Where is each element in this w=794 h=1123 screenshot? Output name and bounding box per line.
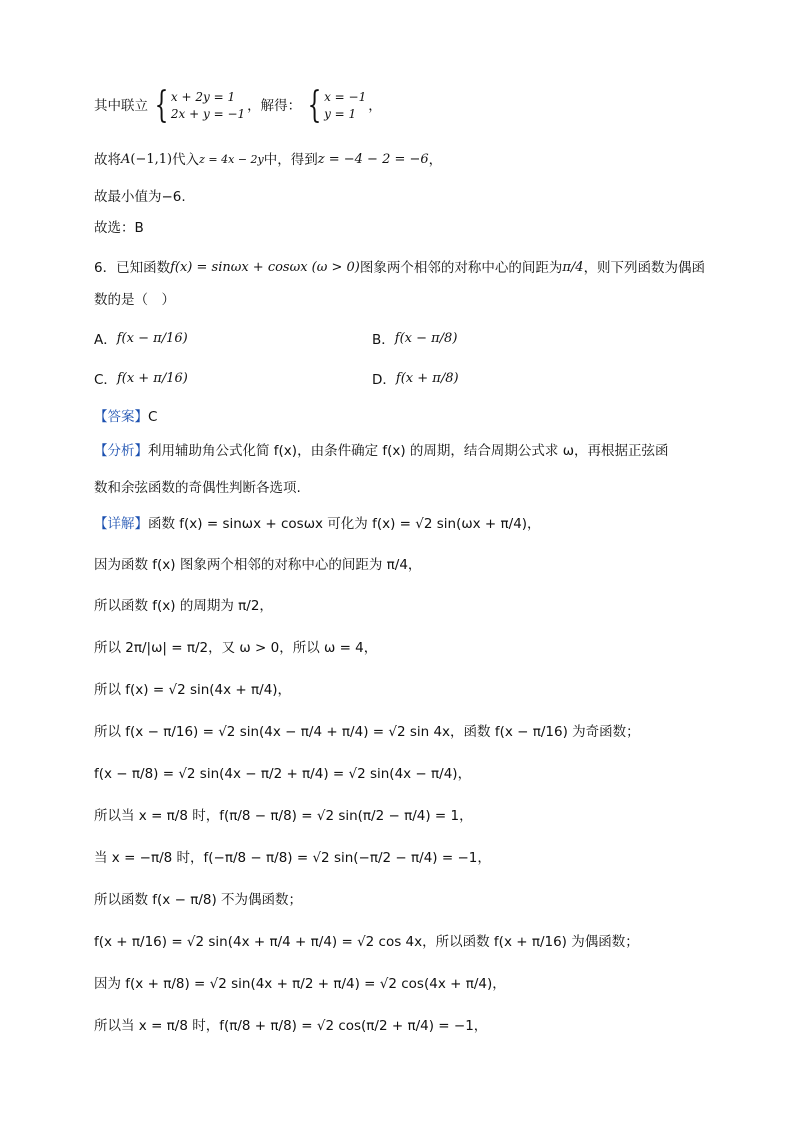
- line-12: 所以函数 f(x) 的周期为 π/2，: [94, 598, 273, 614]
- text: ，: [428, 152, 443, 168]
- detail-text: 函数 f(x) = sinωx + cosωx 可化为 f(x) = √2 sin(ωx + π/4)，: [148, 516, 541, 532]
- equation: 2x + y = −1: [170, 107, 246, 121]
- option-label: C．: [94, 372, 117, 388]
- line-20: f(x + π/16) = √2 sin(4x + π/4 + π/4) = √2 cos 4x，所以函数 f(x + π/16) 为偶函数；: [94, 934, 639, 950]
- line-11: 因为函数 f(x) 图象两个相邻的对称中心的间距为 π/4，: [94, 557, 422, 573]
- text: 故将: [94, 152, 121, 168]
- option-b: [372, 328, 457, 348]
- line-17: 所以当 x = π/8 时，f(π/8 − π/8) = √2 sin(π/2 − π/4) = 1，: [94, 808, 473, 824]
- text: 6．已知函数: [94, 260, 171, 276]
- option-d: [372, 368, 459, 388]
- brace: {: [154, 85, 169, 126]
- line-16: f(x − π/8) = √2 sin(4x − π/2 + π/4) = √2 sin(4x − π/4)，: [94, 766, 472, 782]
- text: 图象两个相邻的对称中心的间距为: [359, 260, 563, 276]
- option-label: A．: [94, 332, 117, 348]
- option-label: B．: [372, 332, 395, 348]
- text: 其中联立: [94, 98, 148, 114]
- analysis-line: [94, 441, 669, 461]
- analysis-heading: 【分析】: [94, 443, 148, 459]
- detail-line: [94, 514, 541, 534]
- line-13: 所以 2π/|ω| = π/2，又 ω > 0，所以 ω = 4，: [94, 640, 378, 656]
- answer-heading: 【答案】: [94, 409, 148, 425]
- option-a: [94, 328, 188, 348]
- math: f(x) = sinωx + cosωx (ω > 0): [170, 260, 360, 275]
- line-3: 故最小值为−6.: [94, 189, 186, 205]
- line-15: 所以 f(x − π/16) = √2 sin(4x − π/4 + π/4) = √2 sin 4x，函数 f(x − π/16) 为奇函数；: [94, 724, 640, 740]
- line-2: [94, 150, 442, 170]
- option-expr: f(x − π/8): [394, 330, 458, 346]
- detail-heading: 【详解】: [94, 516, 148, 532]
- option-expr: f(x − π/16): [116, 330, 188, 346]
- text: 中，得到: [263, 152, 318, 168]
- text: ，解得：: [247, 98, 302, 114]
- equation: x = −1: [324, 90, 367, 104]
- text: ，: [368, 98, 382, 114]
- text: 代入: [172, 152, 200, 168]
- line-21: 因为 f(x + π/8) = √2 sin(4x + π/2 + π/4) = √2 cos(4x + π/4)，: [94, 976, 506, 992]
- math: z = −4 − 2 = −6: [317, 152, 429, 167]
- answer-line: [94, 407, 157, 427]
- math: π/4: [562, 260, 584, 275]
- line-22: 所以当 x = π/8 时，f(π/8 + π/8) = √2 cos(π/2 + π/4) = −1，: [94, 1018, 488, 1034]
- option-expr: f(x + π/8): [395, 370, 459, 386]
- line-6: 数的是（ ）: [94, 292, 175, 308]
- option-label: D．: [372, 372, 396, 388]
- math: z = 4x − 2y: [199, 153, 264, 166]
- line-1: [94, 85, 382, 126]
- text: ，则下列函数为偶函: [583, 260, 706, 276]
- line-18: 当 x = −π/8 时，f(−π/8 − π/8) = √2 sin(−π/2 − π/4) = −1，: [94, 850, 491, 866]
- equation: x + 2y = 1: [170, 90, 236, 104]
- math: A: [121, 152, 131, 167]
- question-6: [94, 258, 705, 278]
- line-4: 故选：B: [94, 220, 144, 236]
- answer-value: C: [148, 409, 158, 425]
- equation: y = 1: [324, 107, 357, 121]
- equation-system-1: [150, 85, 246, 126]
- line-14: 所以 f(x) = √2 sin(4x + π/4)，: [94, 682, 292, 698]
- option-c: [94, 368, 188, 388]
- brace: {: [307, 85, 322, 126]
- line-19: 所以函数 f(x − π/8) 不为偶函数；: [94, 892, 303, 908]
- line-9: 数和余弦函数的奇偶性判断各选项.: [94, 480, 301, 496]
- equation-system-2: [303, 85, 367, 126]
- math: (−1,1): [130, 152, 173, 167]
- option-expr: f(x + π/16): [116, 370, 188, 386]
- analysis-text: 利用辅助角公式化简 f(x)，由条件确定 f(x) 的周期，结合周期公式求 ω，再根据正弦函: [148, 443, 669, 459]
